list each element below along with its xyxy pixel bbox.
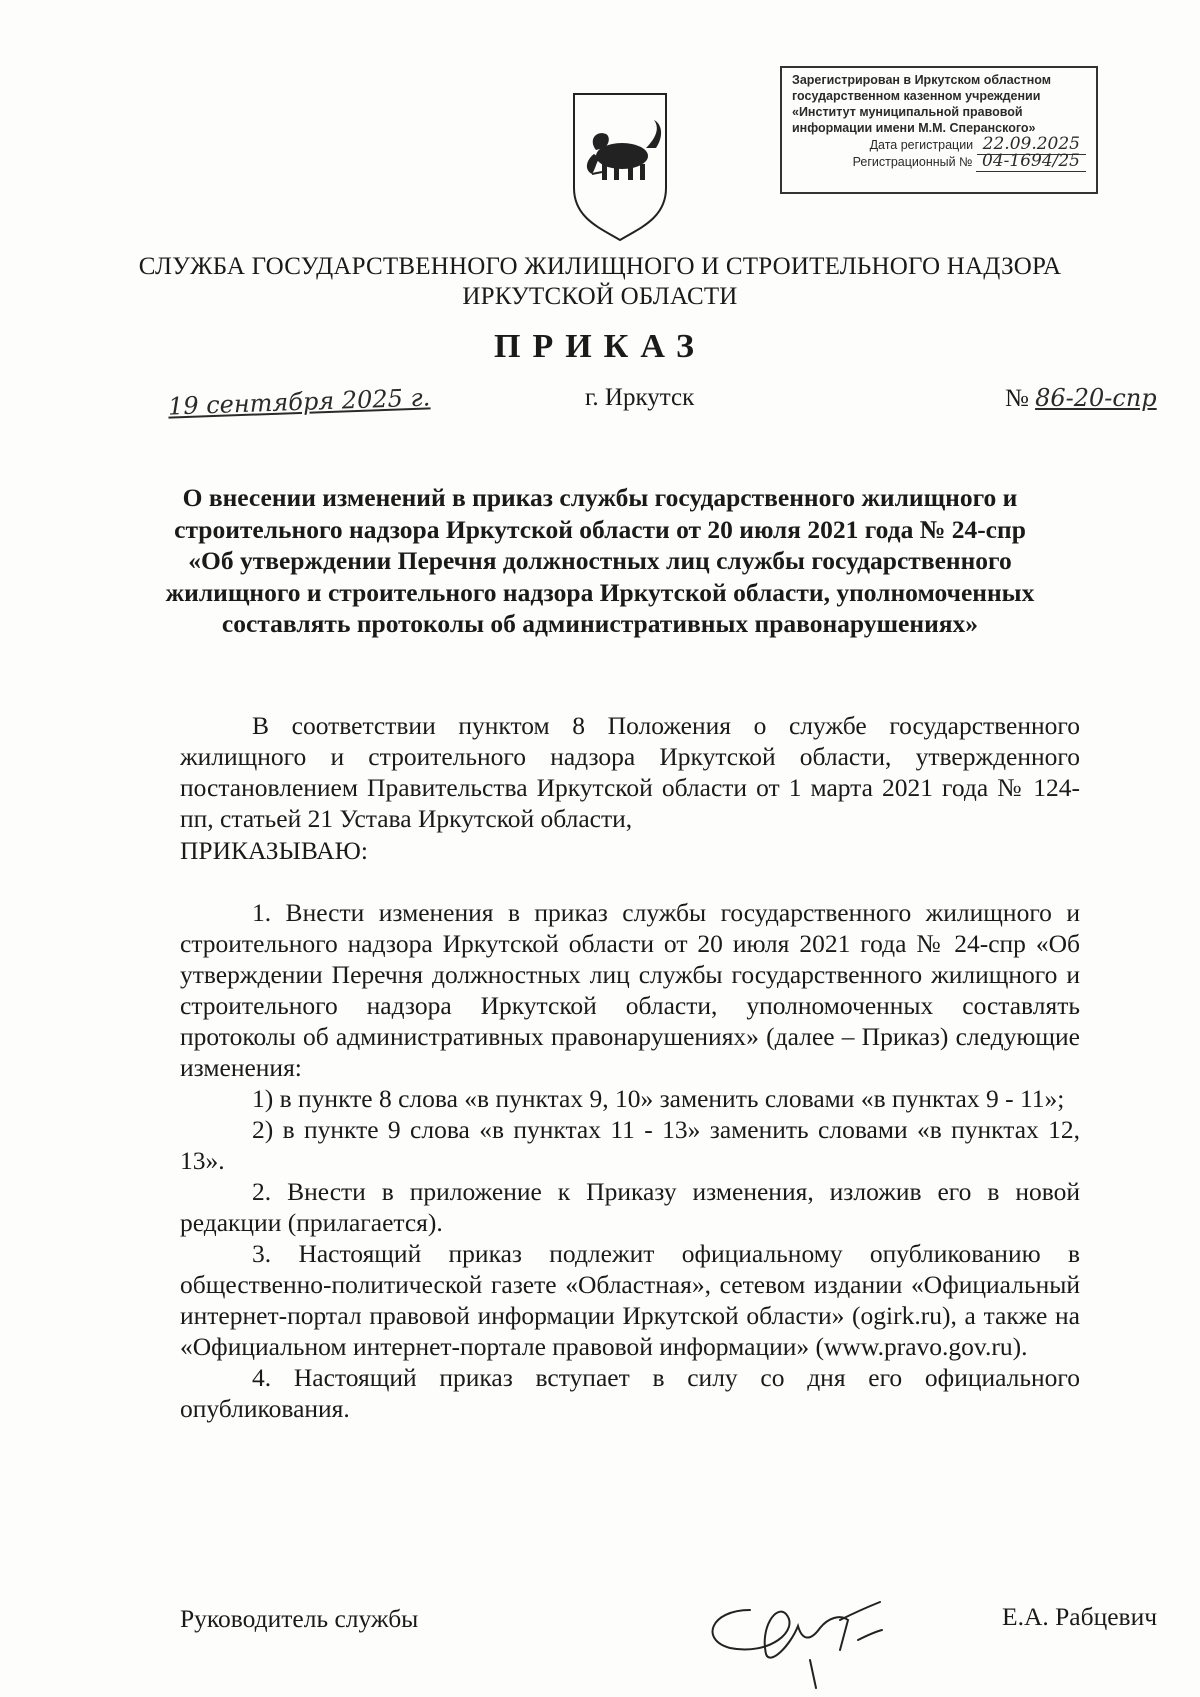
order-item: 3. Настоящий приказ подлежит официальному опубликованию в общественно-политической газете «Областная», сетевом издании «Официальный интернет-портал правовой информации Иркутской области» (ogirk.ru), а также на «Официальном интернет-портале правовой информации» (www.pravo.gov.ru).	[180, 1239, 1080, 1361]
stamp-line: Зарегистрирован в Иркутском областном	[792, 73, 1052, 87]
document-title: О внесении изменений в приказ службы государственного жилищного и строительного надзора Иркутской области от 20 июля 2021 года № 24-спр «Об утверждении Перечня должностных лиц службы государственного жилищного и строительного надзора Иркутской области, уполномоченных составлять протоколы об административных правонарушениях»	[165, 483, 1035, 638]
order-number-value: 86-20-спр	[1035, 384, 1157, 412]
order-word: ПРИКАЗЫВАЮ:	[180, 836, 368, 865]
doc-type-heading: ПРИКАЗ	[494, 328, 706, 365]
signer-name: Е.А. Рабцевич	[1002, 1602, 1158, 1631]
stamp-line: информации имени М.М. Сперанского»	[792, 121, 1036, 135]
stamp-line: государственном казенном учреждении	[792, 89, 1041, 103]
order-item: 2. Внести в приложение к Приказу изменения, изложив его в новой редакции (прилагается).	[180, 1177, 1080, 1237]
preamble-paragraph	[180, 710, 1080, 834]
org-name-line1: СЛУЖБА ГОСУДАРСТВЕННОГО ЖИЛИЩНОГО И СТРОИТЕЛЬНОГО НАДЗОРА	[138, 253, 1062, 280]
order-item: 1) в пункте 8 слова «в пунктах 9, 10» заменить словами «в пунктах 9 - 11»;	[252, 1084, 1065, 1113]
order-date: 19 сентября 2025 г.	[167, 383, 431, 421]
stamp-reg-date-label: Дата регистрации	[869, 138, 974, 152]
order-number-prefix: №	[1005, 385, 1029, 412]
order-city: г. Иркутск	[585, 384, 695, 411]
preamble-text: В соответствии пунктом 8 Положения о службе государственного жилищного и строительного надзора Иркутской области, утвержденного постановлением Правительства Иркутской области от 1 марта 2021 года № 124-пп, статьей 21 Устава Иркутской области,	[180, 711, 1080, 833]
order-item: 2) в пункте 9 слова «в пунктах 11 - 13» заменить словами «в пунктах 12, 13».	[180, 1115, 1080, 1175]
coat-of-arms-icon	[570, 90, 670, 242]
order-item: 1. Внести изменения в приказ службы государственного жилищного и строительного надзора Иркутской области от 20 июля 2021 года № 24-спр «Об утверждении Перечня должностных лиц службы государственного жилищного и строительного надзора Иркутской области, уполномоченных составлять протоколы об административных правонарушениях» (далее – Приказ) следующие изменения:	[180, 898, 1080, 1082]
stamp-line: «Институт муниципальной правовой	[792, 105, 1023, 119]
order-item: 4. Настоящий приказ вступает в силу со дня его официального опубликования.	[180, 1363, 1080, 1423]
stamp-reg-number-label: Регистрационный №	[852, 155, 973, 169]
stamp-reg-number-value: 04-1694/25	[976, 151, 1086, 172]
org-name-line2: ИРКУТСКОЙ ОБЛАСТИ	[462, 283, 738, 310]
stamp-reg-date-value: 22.09.2025	[977, 134, 1086, 155]
handwritten-signature	[690, 1570, 900, 1690]
order-number	[1005, 384, 1157, 413]
order-items	[180, 897, 1080, 1424]
stamp-reg-number	[792, 153, 1090, 170]
signer-position: Руководитель службы	[180, 1604, 419, 1633]
registration-stamp	[780, 66, 1098, 194]
